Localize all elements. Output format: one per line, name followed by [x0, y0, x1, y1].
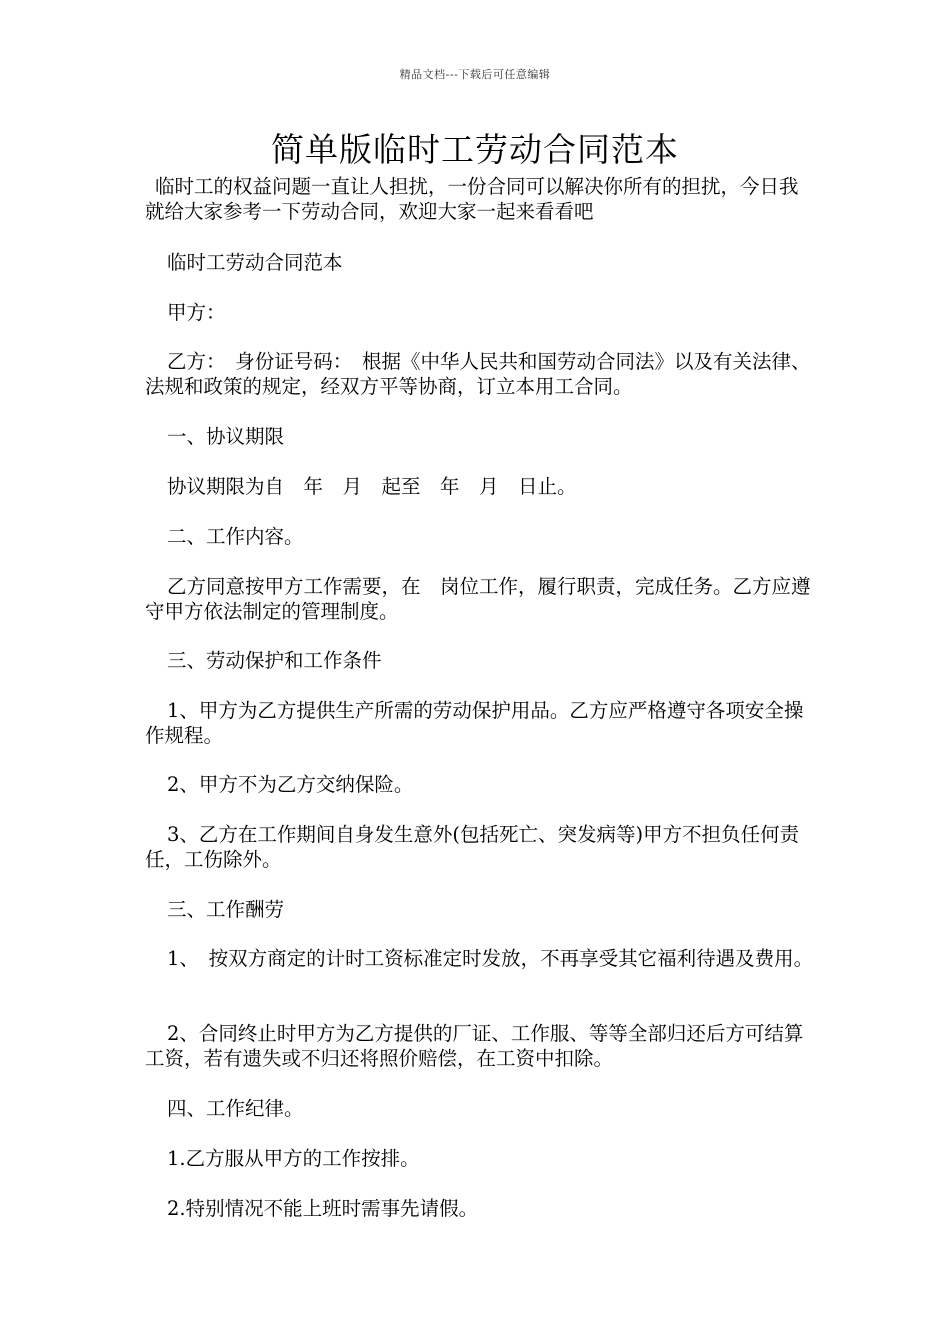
paragraph-11: 3、乙方在工作期间自身发生意外(包括死亡、突发病等)甲方不担负任何责任，工伤除外。	[145, 823, 800, 871]
paragraph-2: 甲方：	[167, 301, 226, 324]
header-note: 精品文档---下载后可任意编辑	[399, 68, 551, 81]
paragraph-8: 三、劳动保护和工作条件	[167, 649, 382, 672]
paragraph-15: 四、工作纪律。	[167, 1097, 304, 1120]
paragraph-1: 临时工劳动合同范本	[167, 251, 343, 274]
paragraph-6: 二、工作内容。	[167, 525, 304, 548]
paragraph-7: 乙方同意按甲方工作需要，在 岗位工作，履行职责，完成任务。乙方应遵守甲方依法制定的管理制度。	[145, 575, 811, 623]
paragraph-4: 一、协议期限	[167, 425, 285, 448]
paragraph-3: 乙方： 身份证号码： 根据《中华人民共和国劳动合同法》以及有关法律、法规和政策的规定，经双方平等协商，订立本用工合同。	[145, 350, 811, 398]
paragraph-12: 三、工作酬劳	[167, 898, 285, 921]
document-title: 简单版临时工劳动合同范本	[271, 130, 679, 169]
paragraph-17: 2.特别情况不能上班时需事先请假。	[167, 1197, 479, 1220]
intro-paragraph: 临时工的权益问题一直让人担扰，一份合同可以解决你所有的担扰，今日我就给大家参考一下劳动合同，欢迎大家一起来看看吧	[145, 175, 799, 223]
paragraph-9: 1、甲方为乙方提供生产所需的劳动保护用品。乙方应严格遵守各项安全操作规程。	[145, 699, 804, 747]
paragraph-5: 协议期限为自 年 月 起至 年 月 日止。	[167, 475, 577, 498]
paragraph-16: 1.乙方服从甲方的工作按排。	[167, 1147, 420, 1170]
paragraph-10: 2、甲方不为乙方交纳保险。	[167, 773, 414, 796]
paragraph-13: 1、 按双方商定的计时工资标准定时发放，不再享受其它福利待遇及费用。	[167, 947, 814, 970]
paragraph-14: 2、合同终止时甲方为乙方提供的厂证、工作服、等等全部归还后方可结算工资，若有遗失或不归还将照价赔偿，在工资中扣除。	[145, 1022, 804, 1070]
